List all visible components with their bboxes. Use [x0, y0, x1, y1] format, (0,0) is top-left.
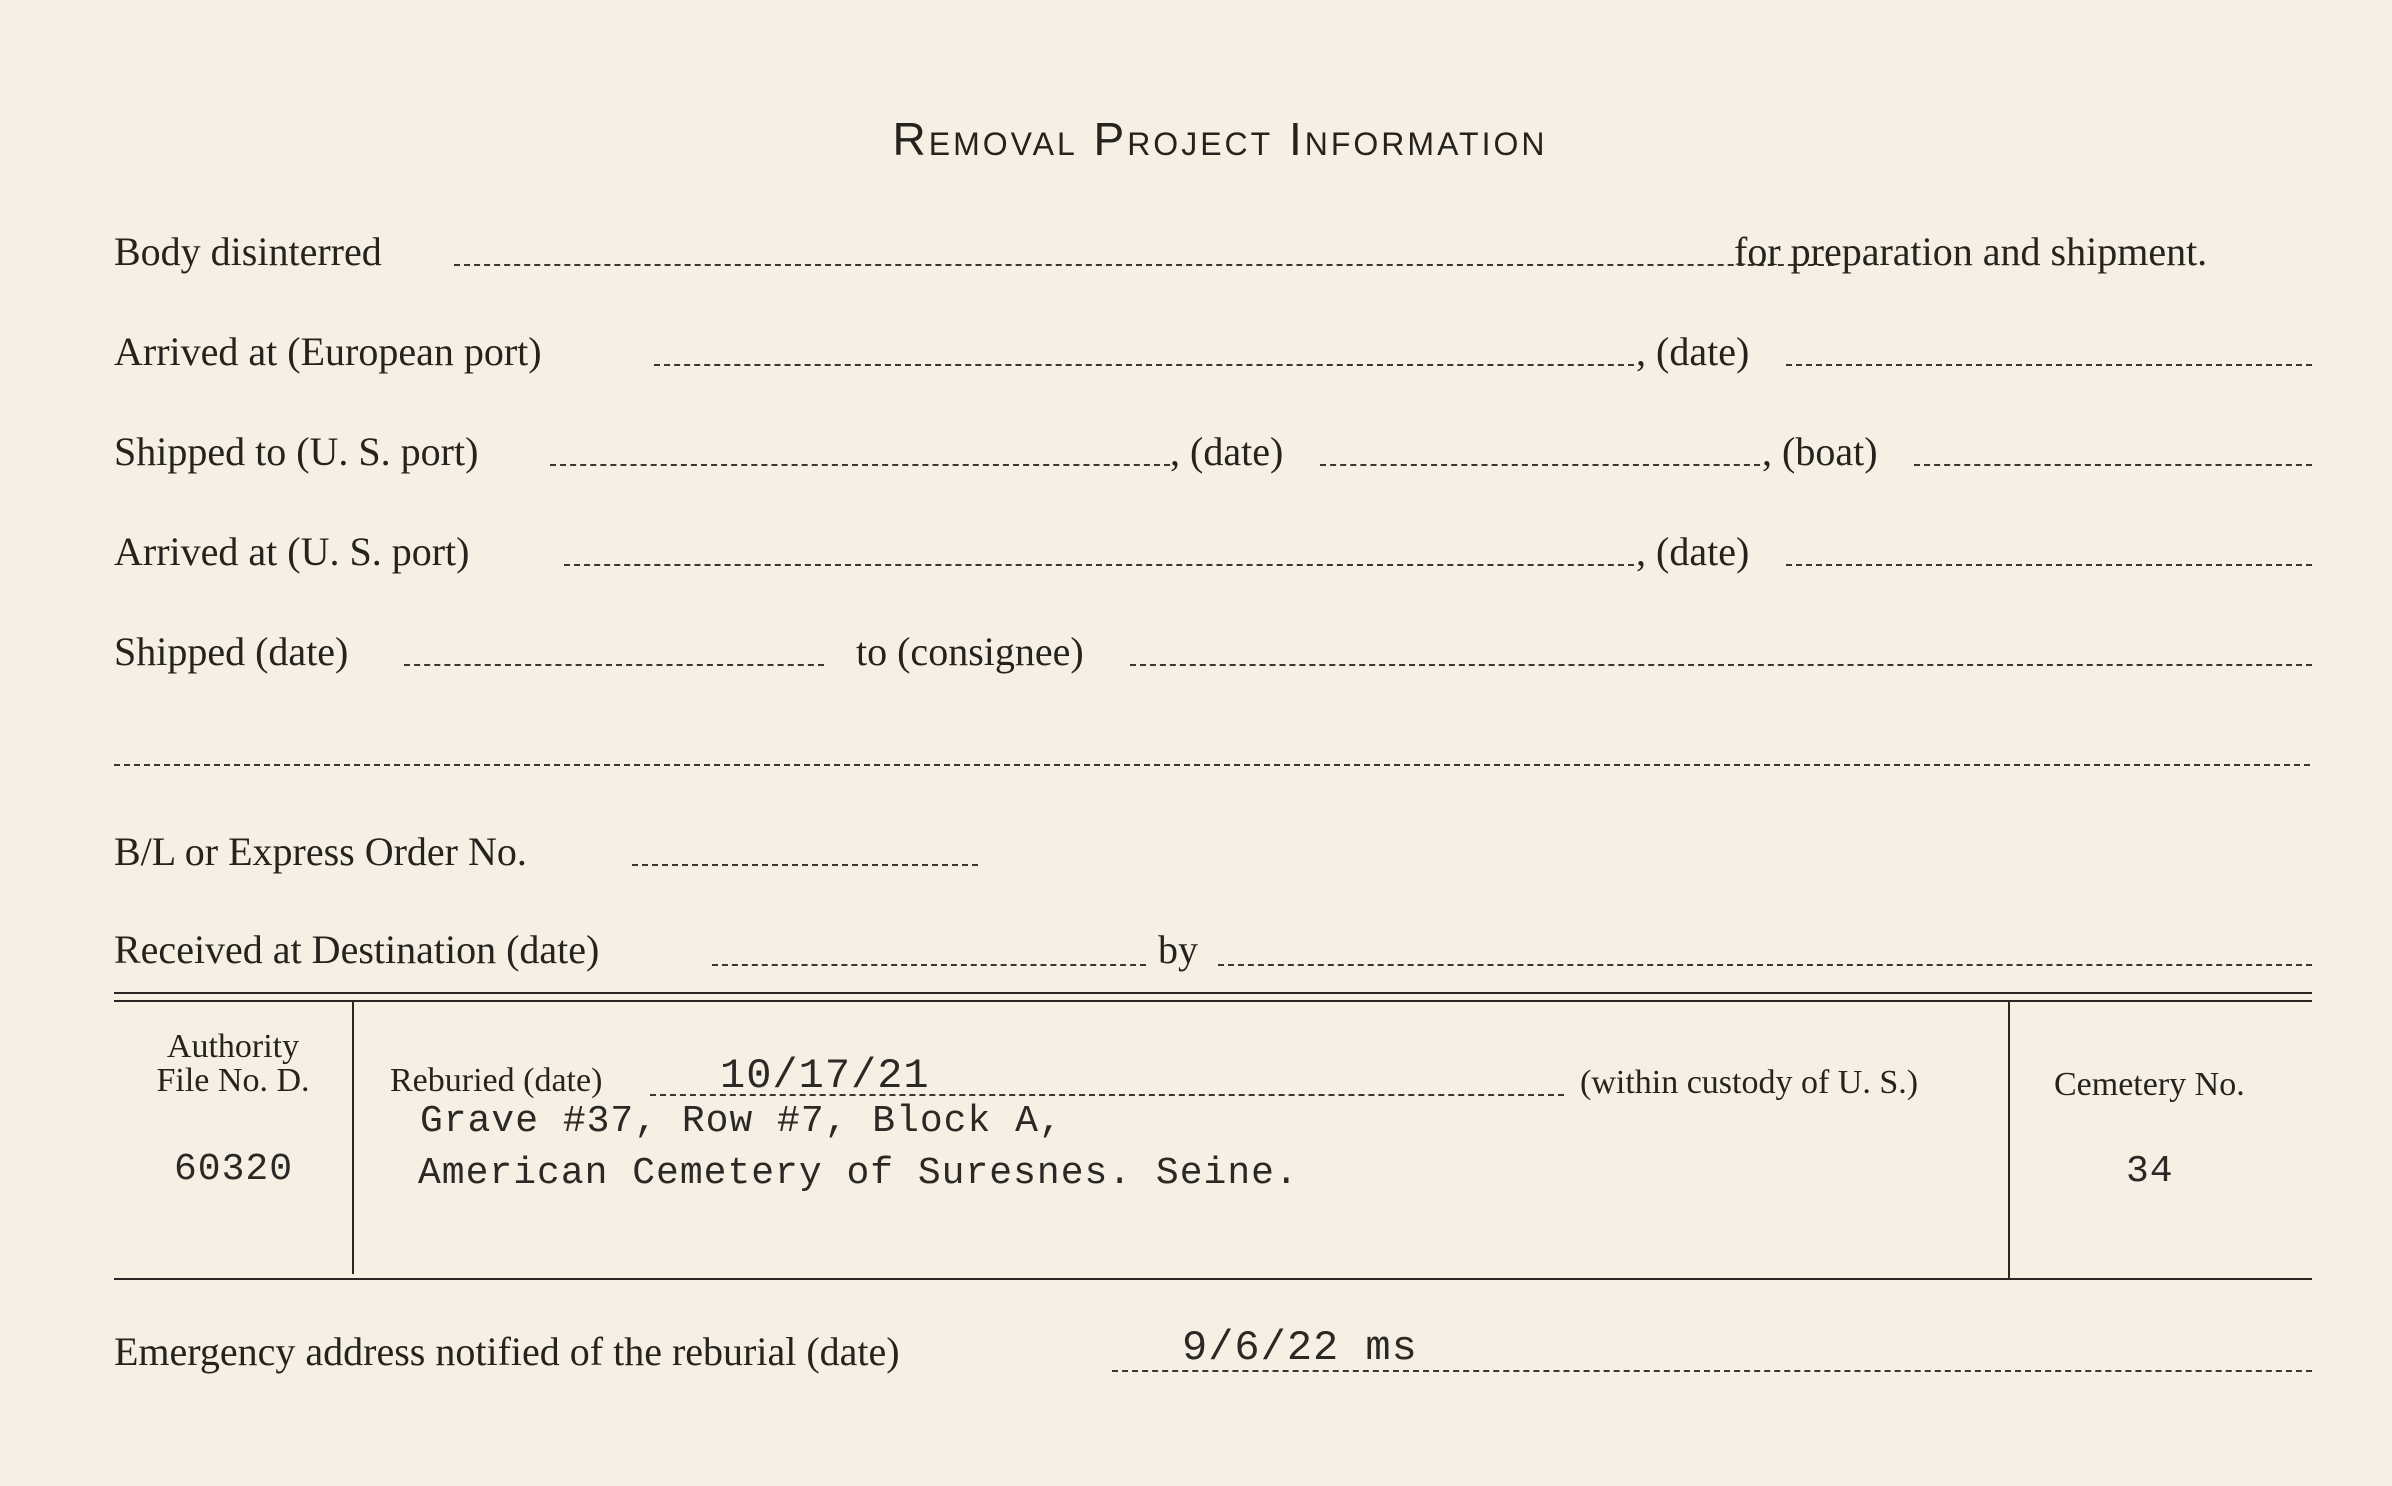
- arrived-european-line: [654, 364, 1634, 366]
- by-label: by: [1158, 927, 1198, 972]
- grave-location-line2: American Cemetery of Suresnes. Seine.: [418, 1152, 1299, 1195]
- received-destination-line: [712, 964, 1146, 966]
- date2-line: [1320, 464, 1760, 466]
- arrived-us-port-label: Arrived at (U. S. port): [114, 529, 470, 574]
- date3-line: [1786, 564, 2312, 566]
- burial-box-divider-left: [352, 1002, 354, 1274]
- shipped-us-port-line: [550, 464, 1170, 466]
- cemetery-number: 34: [2126, 1150, 2174, 1193]
- burial-box-bottom-rule: [114, 1278, 2312, 1280]
- bl-order-label: B/L or Express Order No.: [114, 829, 527, 874]
- burial-box-divider-right: [2008, 1002, 2010, 1278]
- body-disinterred-label: Body disinterred: [114, 229, 382, 274]
- consignee-line: [1130, 664, 2312, 666]
- row-arrived-us-port: [114, 524, 2314, 580]
- received-destination-label: Received at Destination (date): [114, 927, 600, 972]
- burial-box-top-rule-1: [114, 992, 2312, 994]
- row-shipped-us-port: [114, 424, 2314, 480]
- shipped-us-port-label: Shipped to (U. S. port): [114, 429, 479, 474]
- date1-label: , (date): [1636, 329, 1750, 374]
- emergency-date: 9/6/22 ms: [1182, 1324, 1418, 1372]
- arrived-us-port-line: [564, 564, 1634, 566]
- shipped-date-label: Shipped (date): [114, 629, 349, 674]
- bl-order-line: [632, 864, 978, 866]
- reburied-label: Reburied (date): [390, 1062, 603, 1099]
- by-line: [1218, 964, 2312, 966]
- row-shipped-date: [114, 624, 2314, 680]
- page-title: Removal Project Information: [892, 113, 1548, 165]
- row-emergency: [114, 1324, 2314, 1380]
- boat-label: , (boat): [1762, 429, 1878, 474]
- for-prep-label: for preparation and shipment.: [1734, 229, 2208, 274]
- row-body-disinterred: [114, 224, 2314, 280]
- date3-label: , (date): [1636, 529, 1750, 574]
- cemetery-label: Cemetery No.: [2054, 1066, 2245, 1103]
- blank-line: [114, 764, 2310, 766]
- custody-label: (within custody of U. S.): [1580, 1064, 1919, 1101]
- body-disinterred-line: [454, 264, 1834, 266]
- file-number: 60320: [174, 1148, 294, 1191]
- shipped-date-line: [404, 664, 824, 666]
- authority-label-1: Authority: [166, 1028, 300, 1065]
- reburied-date: 10/17/21: [720, 1052, 930, 1100]
- grave-location-line1: Grave #37, Row #7, Block A,: [420, 1100, 1063, 1143]
- burial-box-top-rule-2: [114, 1000, 2312, 1002]
- date1-line: [1786, 364, 2312, 366]
- row-arrived-european: [114, 324, 2314, 380]
- row-bl-order: [114, 824, 2314, 880]
- to-consignee-label: to (consignee): [856, 629, 1084, 674]
- date2-label: , (date): [1170, 429, 1284, 474]
- boat-line: [1914, 464, 2312, 466]
- arrived-european-label: Arrived at (European port): [114, 329, 542, 374]
- row-received-destination: [114, 922, 2314, 978]
- authority-label-2: File No. D.: [156, 1062, 310, 1099]
- emergency-label: Emergency address notified of the reburial (date): [114, 1329, 900, 1374]
